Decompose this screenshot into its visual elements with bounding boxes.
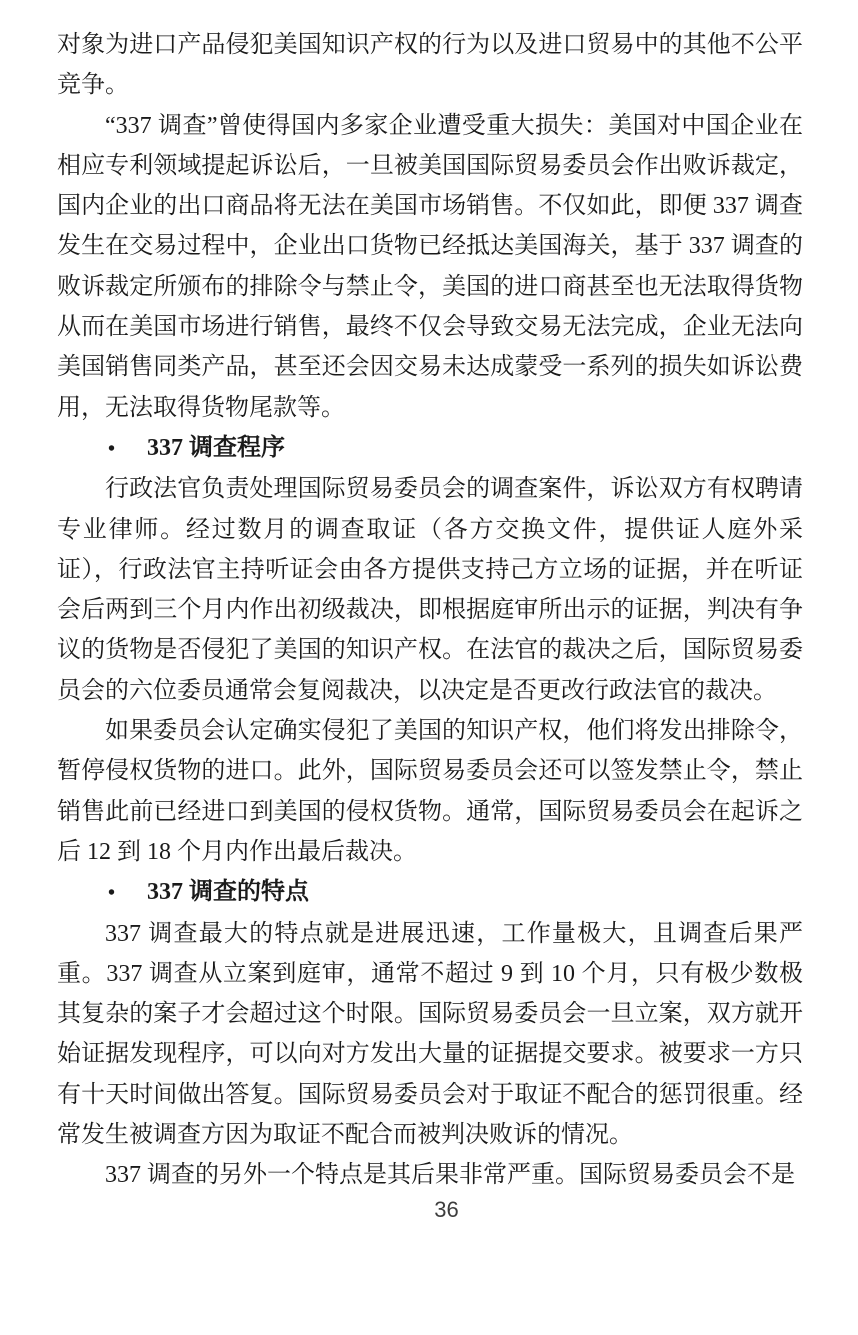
page-body (57, 25, 803, 1196)
body-paragraph: 行政法官负责处理国际贸易委员会的调查案件，诉讼双方有权聘请专业律师。经过数月的调查取证（各方交换文件，提供证人庭外采证），行政法官主持听证会由各方提供支持己方立场的证据，并在听证会后两到三个月内作出初级裁决，即根据庭审所出示的证据，判决有争议的货物是否侵犯了美国的知识产权。在法官的裁决之后，国际贸易委员会的六位委员通常会复阅裁决，以决定是否更改行政法官的裁决。 (57, 476, 803, 704)
page-number: 36 (434, 1197, 459, 1222)
body-paragraph: 337 调查的另外一个特点是其后果非常严重。国际贸易委员会不是 (105, 1162, 795, 1189)
bullet-heading (57, 872, 803, 913)
bullet-icon: • (108, 882, 116, 905)
heading-label: 337 调查程序 (147, 434, 285, 461)
body-paragraph: 对象为进口产品侵犯美国知识产权的行为以及进口贸易中的其他不公平竞争。 (57, 32, 803, 99)
body-paragraph: 337 调查最大的特点就是进展迅速，工作量极大，且调查后果严重。337 调查从立案到庭审，通常不超过 9 到 10 个月，只有极少数极其复杂的案子才会超过这个时限。国际贸易委员会一旦立案，双方就开始证据发现程序，可以向对方发出大量的证据提交要求。被要求一方只有十天时间做出答复。国际贸易委员会对于取证不配合的惩罚很重。经常发生被调查方因为取证不配合而被判决败诉的情况。 (57, 920, 803, 1149)
body-paragraph: 如果委员会认定确实侵犯了美国的知识产权，他们将发出排除令，暂停侵权货物的进口。此外，国际贸易委员会还可以签发禁止令，禁止销售此前已经进口到美国的侵权货物。通常，国际贸易委员会在起诉之后 12 到 18 个月内作出最后裁决。 (57, 718, 803, 865)
bullet-icon: • (108, 437, 116, 460)
bullet-heading (57, 428, 803, 469)
body-paragraph: “337 调查”曾使得国内多家企业遭受重大损失：美国对中国企业在相应专利领域提起诉讼后，一旦被美国国际贸易委员会作出败诉裁定，国内企业的出口商品将无法在美国市场销售。不仅如此，即便 337 调查发生在交易过程中，企业出口货物已经抵达美国海关，基于 337 调查的败诉裁定所颁布的排除令与禁止令，美国的进口商甚至也无法取得货物从而在美国市场进行销售，最终不仅会导致交易无法完成，企业无法向美国销售同类产品，甚至还会因交易未达成蒙受一系列的损失如诉讼费用，无法取得货物尾款等。 (57, 112, 803, 421)
heading-label: 337 调查的特点 (147, 879, 309, 906)
